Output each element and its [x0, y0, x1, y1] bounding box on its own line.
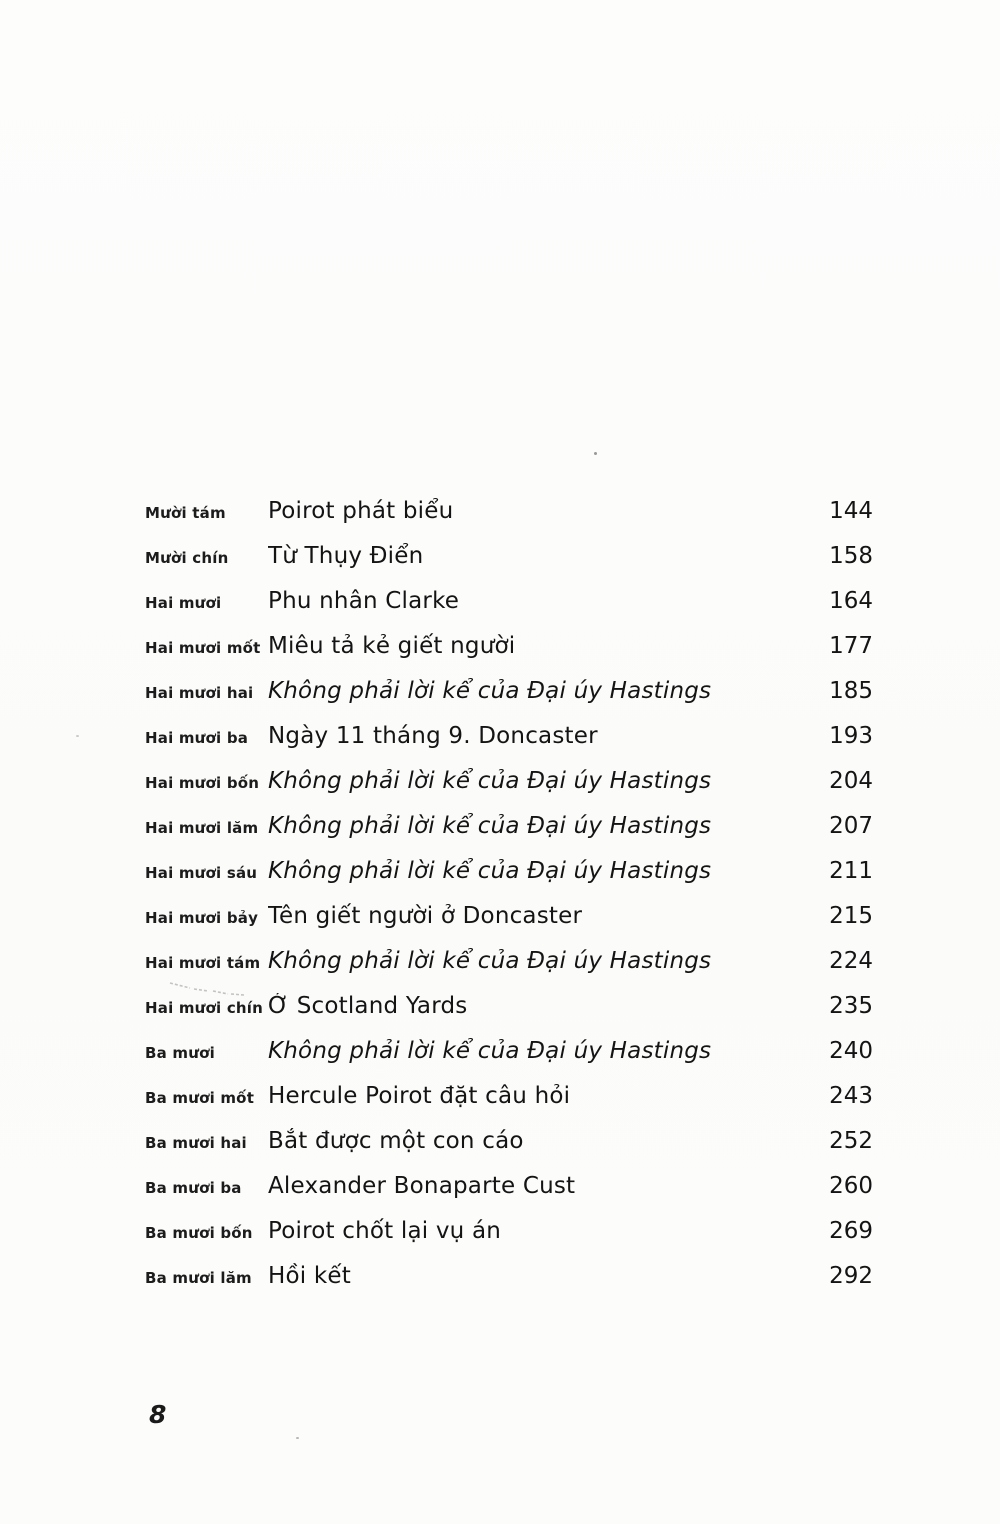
- toc-entry: [145, 543, 873, 588]
- chapter-page-number: 207: [829, 813, 873, 839]
- chapter-number-label: Hai mươi bảy: [145, 909, 259, 927]
- chapter-number-label: Mười tám: [145, 504, 226, 522]
- chapter-title: Phu nhân Clarke: [268, 588, 460, 614]
- chapter-page-number: 240: [829, 1038, 873, 1064]
- chapter-page-number: 269: [829, 1218, 873, 1244]
- toc-entry: [145, 678, 873, 723]
- chapter-number-label: Hai mươi sáu: [145, 864, 258, 882]
- toc-entry: [145, 1038, 873, 1083]
- chapter-title: Không phải lời kể của Đại úy Hastings: [268, 948, 712, 974]
- toc-entry: [145, 858, 873, 903]
- chapter-number-label: Ba mươi hai: [145, 1134, 247, 1152]
- chapter-title: Không phải lời kể của Đại úy Hastings: [268, 858, 712, 884]
- chapter-title: Không phải lời kể của Đại úy Hastings: [268, 768, 712, 794]
- toc-entry: [145, 903, 873, 948]
- chapter-page-number: 252: [829, 1128, 873, 1154]
- chapter-page-number: 243: [829, 1083, 873, 1109]
- chapter-number-label: Mười chín: [145, 549, 229, 567]
- chapter-number-label: Ba mươi ba: [145, 1179, 242, 1197]
- toc-entry: [145, 588, 873, 633]
- chapter-title: Poirot chốt lại vụ án: [268, 1218, 502, 1244]
- chapter-title: Không phải lời kể của Đại úy Hastings: [268, 678, 712, 704]
- chapter-page-number: 158: [829, 543, 873, 569]
- toc-entry: [145, 633, 873, 678]
- toc-entry: [145, 948, 873, 993]
- chapter-title: Tên giết người ở Doncaster: [268, 903, 583, 929]
- chapter-number-label: Hai mươi hai: [145, 684, 254, 702]
- toc-entry: [145, 1128, 873, 1173]
- scan-speck: [76, 735, 79, 737]
- chapter-page-number: 211: [829, 858, 873, 884]
- chapter-title: Hồi kết: [268, 1263, 351, 1289]
- chapter-number-label: Ba mươi lăm: [145, 1269, 252, 1287]
- toc-list: [145, 498, 873, 1308]
- scan-speck: [296, 1437, 299, 1439]
- toc-entry: [145, 1083, 873, 1128]
- chapter-number-label: Hai mươi chín: [145, 999, 264, 1017]
- toc-entry: [145, 1173, 873, 1218]
- chapter-page-number: 185: [829, 678, 873, 704]
- toc-entry: [145, 498, 873, 543]
- chapter-number-label: Hai mươi lăm: [145, 819, 259, 837]
- chapter-page-number: 204: [829, 768, 873, 794]
- chapter-page-number: 193: [829, 723, 873, 749]
- chapter-title: Poirot phát biểu: [268, 498, 454, 524]
- chapter-number-label: Hai mươi: [145, 594, 222, 612]
- chapter-page-number: 224: [829, 948, 873, 974]
- chapter-title: Ngày 11 tháng 9. Doncaster: [268, 723, 598, 749]
- toc-entry: [145, 723, 873, 768]
- chapter-title: Không phải lời kể của Đại úy Hastings: [268, 1038, 712, 1064]
- chapter-title: Từ Thụy Điển: [268, 543, 424, 569]
- toc-entry: [145, 1263, 873, 1308]
- chapter-number-label: Hai mươi mốt: [145, 639, 261, 657]
- chapter-number-label: Hai mươi ba: [145, 729, 249, 747]
- chapter-title: Bắt được một con cáo: [268, 1128, 524, 1154]
- scan-speck: [594, 452, 597, 455]
- chapter-title: Ở Scotland Yards: [268, 993, 468, 1019]
- chapter-number-label: Ba mươi bốn: [145, 1224, 253, 1242]
- chapter-number-label: Ba mươi mốt: [145, 1089, 255, 1107]
- chapter-page-number: 292: [829, 1263, 873, 1289]
- toc-entry: [145, 1218, 873, 1263]
- chapter-page-number: 235: [829, 993, 873, 1019]
- toc-entry: [145, 813, 873, 858]
- chapter-title: Hercule Poirot đặt câu hỏi: [268, 1083, 571, 1109]
- chapter-number-label: Ba mươi: [145, 1044, 215, 1062]
- toc-entry: [145, 993, 873, 1038]
- chapter-title: Alexander Bonaparte Cust: [268, 1173, 576, 1199]
- chapter-number-label: Hai mươi tám: [145, 954, 261, 972]
- chapter-title: Miêu tả kẻ giết người: [268, 633, 516, 659]
- toc-entry: [145, 768, 873, 813]
- chapter-title: Không phải lời kể của Đại úy Hastings: [268, 813, 712, 839]
- folio-page-number: 8: [149, 1400, 167, 1429]
- chapter-page-number: 177: [829, 633, 873, 659]
- chapter-page-number: 260: [829, 1173, 873, 1199]
- chapter-number-label: Hai mươi bốn: [145, 774, 260, 792]
- chapter-page-number: 144: [829, 498, 873, 524]
- chapter-page-number: 215: [829, 903, 873, 929]
- chapter-page-number: 164: [829, 588, 873, 614]
